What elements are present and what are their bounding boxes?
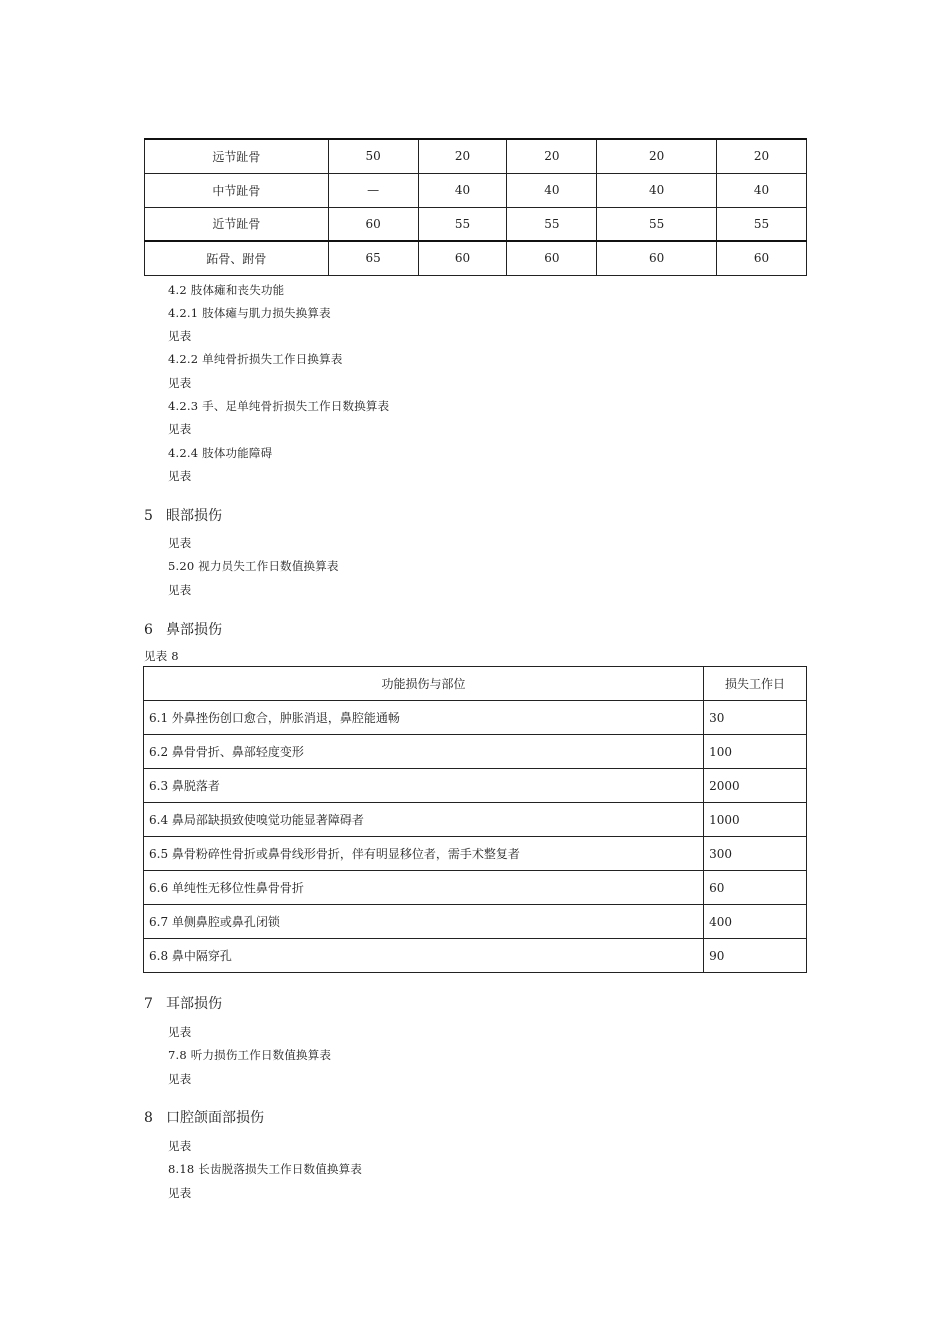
table-cell: 55: [507, 207, 597, 241]
table-cell: 40: [507, 173, 597, 207]
table-row: [145, 139, 807, 173]
subsection-title: 4.2.4 肢体功能障碍: [168, 446, 273, 460]
table-cell: 55: [418, 207, 507, 241]
table-cell: —: [328, 173, 418, 207]
table-cell: 6.1 外鼻挫伤创口愈合，肿胀消退，鼻腔能通畅: [144, 701, 704, 735]
subsection-title: 7.8 听力损伤工作日数值换算表: [168, 1048, 332, 1062]
table-cell: 60: [704, 871, 807, 905]
table-cell: 2000: [704, 769, 807, 803]
table-cell: 20: [597, 139, 717, 173]
table-cell: 20: [507, 139, 597, 173]
table-cell: 40: [717, 173, 807, 207]
subsection-title: 4.2.3 手、足单纯骨折损失工作日数换算表: [168, 399, 390, 413]
table-header-row: [144, 667, 807, 701]
column-header: 功能损伤与部位: [144, 667, 704, 701]
table-row: [145, 207, 807, 241]
table-cell: 60: [717, 241, 807, 275]
table-row: [144, 837, 807, 871]
table-cell: 30: [704, 701, 807, 735]
table-cell: 60: [597, 241, 717, 275]
subsection-title: 4.2.2 单纯骨折损失工作日换算表: [168, 352, 343, 366]
section-title: 鼻部损伤: [166, 622, 222, 638]
table-cell: 6.2 鼻骨骨折、鼻部轻度变形: [144, 735, 704, 769]
section-number: 6: [144, 622, 153, 638]
section-number: 8: [144, 1110, 153, 1126]
table-cell: 400: [704, 905, 807, 939]
see-table-text: 见表: [168, 1139, 192, 1153]
table-cell: 6.3 鼻脱落者: [144, 769, 704, 803]
subsection-title: 4.2.1 肢体瘫与肌力损失换算表: [168, 306, 331, 320]
see-table-text: 见表: [168, 469, 192, 483]
see-table-text: 见表: [168, 536, 192, 550]
table-row: [144, 939, 807, 973]
table-row: [144, 735, 807, 769]
table-cell: 300: [704, 837, 807, 871]
table-cell: 50: [328, 139, 418, 173]
section-heading: [144, 619, 222, 639]
see-table-text: 见表: [168, 376, 192, 390]
table-row: [145, 241, 807, 275]
subsection-title: 5.20 视力员失工作日数值换算表: [168, 559, 339, 573]
table-row: [144, 905, 807, 939]
table-cell: 55: [717, 207, 807, 241]
table-cell: 6.4 鼻局部缺损致使嗅觉功能显著障碍者: [144, 803, 704, 837]
row-label: 远节趾骨: [145, 139, 329, 173]
toe-bone-table: [144, 138, 807, 276]
section-heading: [144, 993, 222, 1013]
table-cell: 40: [418, 173, 507, 207]
table-caption: 见表 8: [144, 649, 179, 663]
table-cell: 65: [328, 241, 418, 275]
see-table-text: 见表: [168, 1025, 192, 1039]
see-table-text: 见表: [168, 1072, 192, 1086]
subsection-title: 8.18 长齿脱落损失工作日数值换算表: [168, 1162, 363, 1176]
section-heading: [144, 505, 222, 525]
table-row: [144, 701, 807, 735]
table-cell: 20: [717, 139, 807, 173]
section-title: 眼部损伤: [166, 508, 222, 524]
table-cell: 55: [597, 207, 717, 241]
table-cell: 60: [507, 241, 597, 275]
see-table-text: 见表: [168, 583, 192, 597]
table-cell: 40: [597, 173, 717, 207]
section-heading: [144, 1107, 264, 1127]
table-cell: 6.8 鼻中隔穿孔: [144, 939, 704, 973]
nose-injury-table: [143, 666, 807, 973]
table-cell: 20: [418, 139, 507, 173]
table-cell: 1000: [704, 803, 807, 837]
row-label: 跖骨、跗骨: [145, 241, 329, 275]
column-header: 损失工作日: [704, 667, 807, 701]
see-table-text: 见表: [168, 1186, 192, 1200]
row-label: 中节趾骨: [145, 173, 329, 207]
subsection-title: 4.2 肢体瘫和丧失功能: [168, 283, 285, 297]
table-row: [144, 803, 807, 837]
table-cell: 60: [418, 241, 507, 275]
see-table-text: 见表: [168, 422, 192, 436]
section-number: 7: [144, 996, 153, 1012]
row-label: 近节趾骨: [145, 207, 329, 241]
table-cell: 90: [704, 939, 807, 973]
table-cell: 100: [704, 735, 807, 769]
table-row: [144, 769, 807, 803]
section-title: 口腔颌面部损伤: [166, 1110, 264, 1126]
table-cell: 6.5 鼻骨粉碎性骨折或鼻骨线形骨折，伴有明显移位者，需手术整复者: [144, 837, 704, 871]
table-cell: 60: [328, 207, 418, 241]
table-row: [145, 173, 807, 207]
table-cell: 6.7 单侧鼻腔或鼻孔闭锁: [144, 905, 704, 939]
table-row: [144, 871, 807, 905]
section-title: 耳部损伤: [166, 996, 222, 1012]
table-cell: 6.6 单纯性无移位性鼻骨骨折: [144, 871, 704, 905]
see-table-text: 见表: [168, 329, 192, 343]
section-number: 5: [144, 508, 153, 524]
